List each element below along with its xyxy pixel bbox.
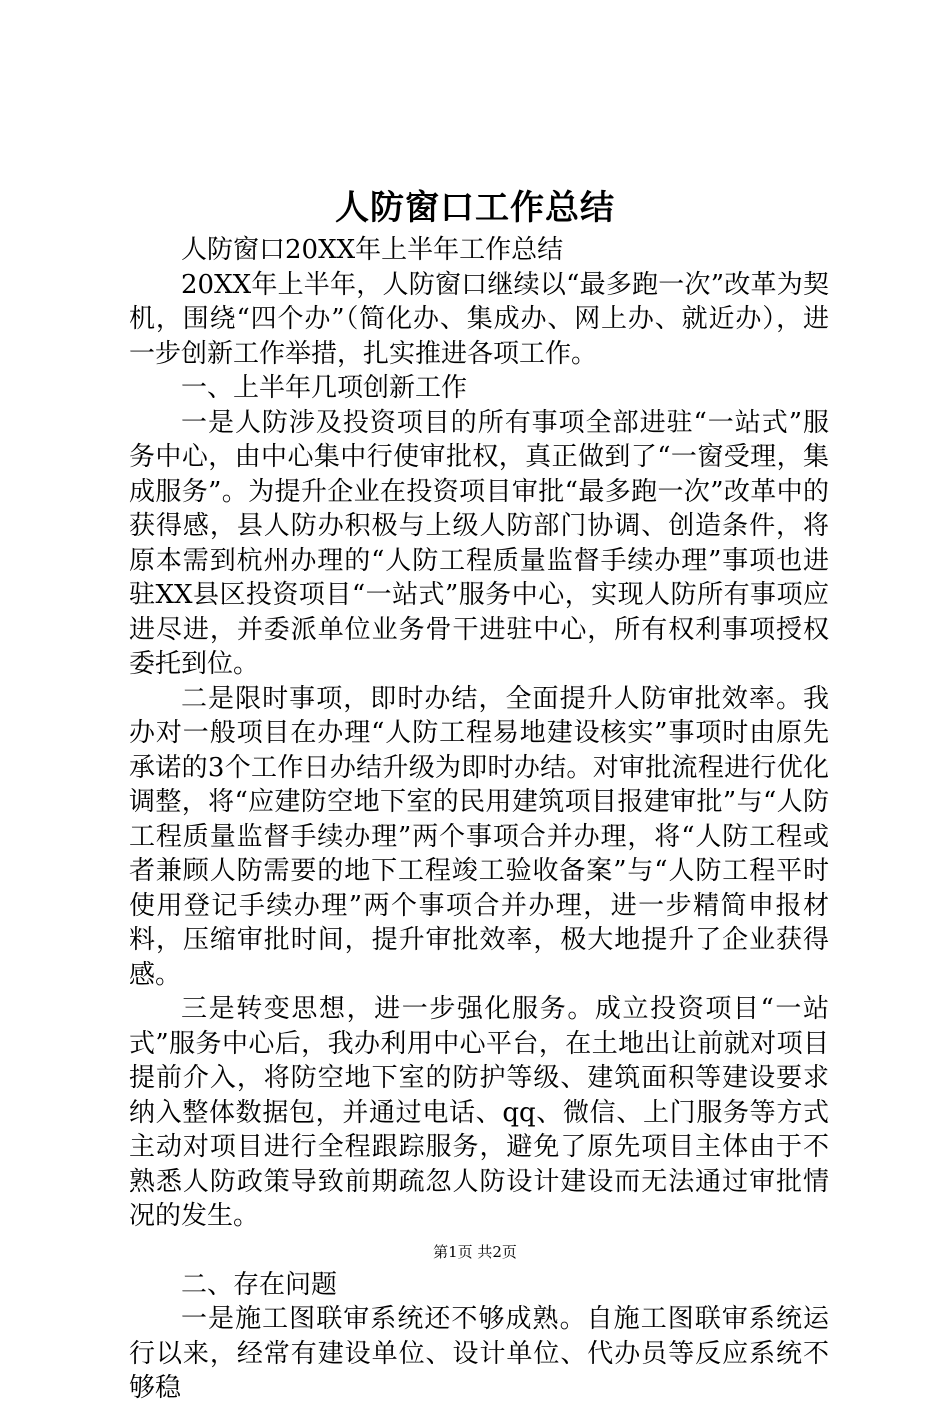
- document-title: 人防窗口工作总结: [335, 188, 615, 228]
- section-heading-problems: 二、存在问题: [181, 1269, 338, 1300]
- section-heading-innovations: 一、上半年几项创新工作: [181, 373, 468, 403]
- paragraph-subtitle: 人防窗口20XX年上半年工作总结: [181, 235, 564, 265]
- paragraph-intro: 20XX年上半年，人防窗口继续以“最多跑一次”改革为契机，围绕“四个办”（简化办、集成办、网上办、就近办），进一步创新工作举措，扎实推进各项工作。: [129, 269, 829, 369]
- paragraph-item-1: 一是人防涉及投资项目的所有事项全部进驻“一站式”服务中心，由中心集中行使审批权，真正做到了“一窗受理，集成服务”。为提升企业在投资项目审批“最多跑一次”改革中的获得感，县人防办积极与上级人防部门协调、创造条件，将原本需到杭州办理的“人防工程质量监督手续办理”事项也进驻XX县区投资项目“一站式”服务中心，实现人防所有事项应进尽进，并委派单位业务骨干进驻中心，所有权利事项授权委托到位。: [129, 407, 829, 679]
- paragraph-problem-1: 一是施工图联审系统还不够成熟。自施工图联审系统运行以来，经常有建设单位、设计单位、代办员等反应系统不够稳: [129, 1304, 829, 1403]
- paragraph-item-3: 三是转变思想，进一步强化服务。成立投资项目“一站式”服务中心后，我办利用中心平台，在土地出让前就对项目提前介入，将防空地下室的防护等级、建筑面积等建设要求纳入整体数据包，并通过电话、qq、微信、上门服务等方式主动对项目进行全程跟踪服务，避免了原先项目主体由于不熟悉人防政策导致前期疏忽人防设计建设而无法通过审批情况的发生。: [129, 994, 829, 1231]
- paragraph-item-2: 二是限时事项，即时办结，全面提升人防审批效率。我办对一般项目在办理“人防工程易地建设核实”事项时由原先承诺的3个工作日办结升级为即时办结。对审批流程进行优化调整，将“应建防空地下室的民用建筑项目报建审批”与“人防工程质量监督手续办理”两个事项合并办理，将“人防工程或者兼顾人防需要的地下工程竣工验收备案”与“人防工程平时使用登记手续办理”两个事项合并办理，进一步精简申报材料，压缩审批时间，提升审批效率，极大地提升了企业获得感。: [129, 683, 829, 990]
- document-body: [129, 233, 829, 1406]
- page-footer: 第1页 共2页: [433, 1243, 517, 1261]
